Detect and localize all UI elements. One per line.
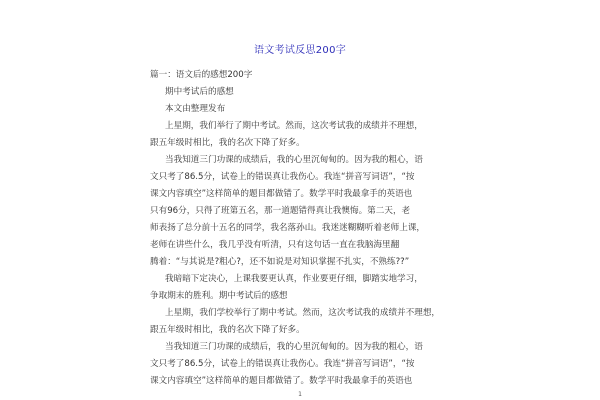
paragraph-line: 腾着：“与其说是?粗心?，还不如说是对知识掌握不扎实，不熟练??” xyxy=(150,257,410,267)
paragraph-line: 文只考了86.5分，试卷上的错误真让我伤心。我连“拼音写词语”，“按 xyxy=(150,359,415,369)
page-number: 1 xyxy=(298,391,302,398)
paragraph-line: 争取期末的胜利。期中考试后的感想 xyxy=(150,291,288,301)
paragraph-line: 当我知道三门功课的成绩后，我的心里沉甸甸的。因为我的粗心，语 xyxy=(165,342,423,352)
paragraph-line: 文只考了86.5分，试卷上的错误真让我伤心。我连“拼音写词语”，“按 xyxy=(150,172,415,182)
paragraph-line: 跟五年级时相比，我的名次下降了好多。 xyxy=(150,325,305,335)
paragraph-line: 上星期，我们学校举行了期中考试。然而，这次考试我的成绩并不理想， xyxy=(165,308,441,318)
paragraph-line: 当我知道三门功课的成绩后，我的心里沉甸甸的。因为我的粗心，语 xyxy=(165,155,423,165)
section-heading: 篇一：语文后的感想200字 xyxy=(150,70,253,80)
paragraph-line: 上星期，我们举行了期中考试。然而，这次考试我的成绩并不理想， xyxy=(165,121,423,131)
paragraph-line: 课文内容填空”这样简单的题目都做错了。数学平时我最拿手的英语也 xyxy=(150,189,413,199)
paragraph-line: 跟五年级时相比，我的名次下降了好多。 xyxy=(150,138,305,148)
paragraph-line: 师表扬了总分前十五名的同学，我名落孙山。我迷迷糊糊听着老师上课， xyxy=(150,223,426,233)
paragraph-line: 我暗暗下定决心，上课我要更认真，作业要更仔细，脚踏实地学习， xyxy=(165,274,423,284)
paragraph-line: 只有96分，只得了班第五名，那一道题错得真让我懊悔。第二天，老 xyxy=(150,206,411,216)
paragraph-line: 课文内容填空”这样简单的题目都做错了。数学平时我最拿手的英语也 xyxy=(150,376,413,386)
document-title: 语文考试反思200字 xyxy=(253,45,347,56)
essay-subtitle: 期中考试后的感想 xyxy=(165,87,234,97)
paragraph-line: 老师在讲些什么，我几乎没有听清，只有这句话一直在我脑海里翻 xyxy=(150,240,400,250)
publish-note: 本文由整理发布 xyxy=(165,104,226,114)
